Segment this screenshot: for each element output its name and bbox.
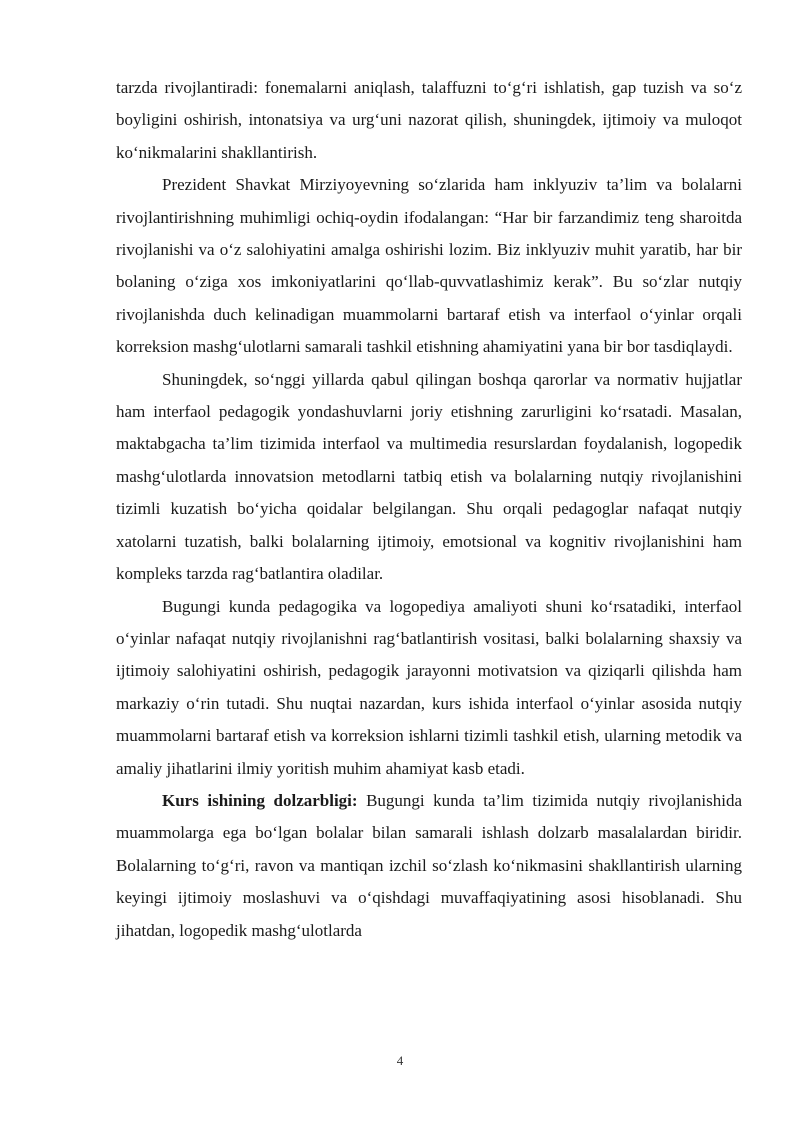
relevance-text: Bugungi kunda ta’lim tizimida nutqiy rivojlanishida muammolarga ega bo‘lgan bolalar bilan samarali ishlash dolzarb masalalardan biridir. Bolalarning to‘g‘ri, ravon va mantiqan izchil so‘zlash ko‘nikmasini shakllantirish ularning keyingi ijtimoiy moslashuvi va o‘qishdagi muvaffaqiyatining asosi hisoblanadi. Shu jihatdan, logopedik mashg‘ulotlarda bbox=[116, 790, 743, 940]
page-number: 4 bbox=[396, 1053, 404, 1068]
paragraph-president-quote: Prezident Shavkat Mirziyoyevning so‘zlarida ham inklyuziv ta’lim va bolalarni rivojlantirishning muhimligi ochiq-oydin ifodalangan: “Har bir farzandimiz teng sharoitda rivojlanishi va o‘z salohiyatini amalga oshirishi lozim. Biz inklyuziv muhit yaratib, har bir bolaning o‘ziga xos imkoniyatlarini qo‘llab-quvvatlashimiz kerak”. Bu so‘zlar nutqiy rivojlanishda duch kelinadigan muammolarni bartaraf etish va interfaol o‘yinlar orqali korreksion mashg‘ulotlarni samarali tashkil etishning ahamiyatini yana bir bor tasdiqlaydi. bbox=[116, 175, 742, 357]
paragraph-pedagogy-practice: Bugungi kunda pedagogika va logopediya amaliyoti shuni ko‘rsatadiki, interfaol o‘yinlar nafaqat nutqiy rivojlanishni rag‘batlantirish vositasi, balki bolalarning shaxsiy va ijtimoiy salohiyatini oshirish, pedagogik jarayonni motivatsion va qiziqarli qilishda ham markaziy o‘rin tutadi. Shu nuqtai nazardan, kurs ishida interfaol o‘yinlar asosida nutqiy muammolarni bartaraf etish va korreksion ishlarni tizimli tashkil etish, ularning metodik va amaliy jihatlarini ilmiy yoritish muhim ahamiyat kasb etadi. bbox=[116, 596, 742, 778]
paragraph-normative-documents: Shuningdek, so‘nggi yillarda qabul qilingan boshqa qarorlar va normativ hujjatlar ham interfaol pedagogik yondashuvlarni joriy etishning zarurligini ko‘rsatadi. Masalan, maktabgacha ta’lim tizimida interfaol va multimedia resurslardan foydalanish, logopedik mashg‘ulotlarda innovatsion metodlarni tatbiq etish va bolalarning nutqiy rivojlanishini tizimli kuzatish bo‘yicha qoidalar belgilangan. Shu orqali pedagoglar nafaqat nutqiy xatolarni tuzatish, balki bolalarning ijtimoiy, emotsional va kognitiv rivojlanishini ham kompleks tarzda rag‘batlantira oladilar. bbox=[116, 369, 742, 584]
document-body bbox=[116, 72, 742, 947]
relevance-heading: Kurs ishining dolzarbligi: bbox=[162, 790, 358, 810]
paragraph-continuation: tarzda rivojlantiradi: fonemalarni aniqlash, talaffuzni to‘g‘ri ishlatish, gap tuzish va so‘z boyligini oshirish, intonatsiya va urg‘uni nazorat qilish, shuningdek, ijtimoiy va muloqot ko‘nikmalarini shakllantirish. bbox=[116, 78, 742, 162]
paragraph-relevance bbox=[116, 785, 742, 947]
